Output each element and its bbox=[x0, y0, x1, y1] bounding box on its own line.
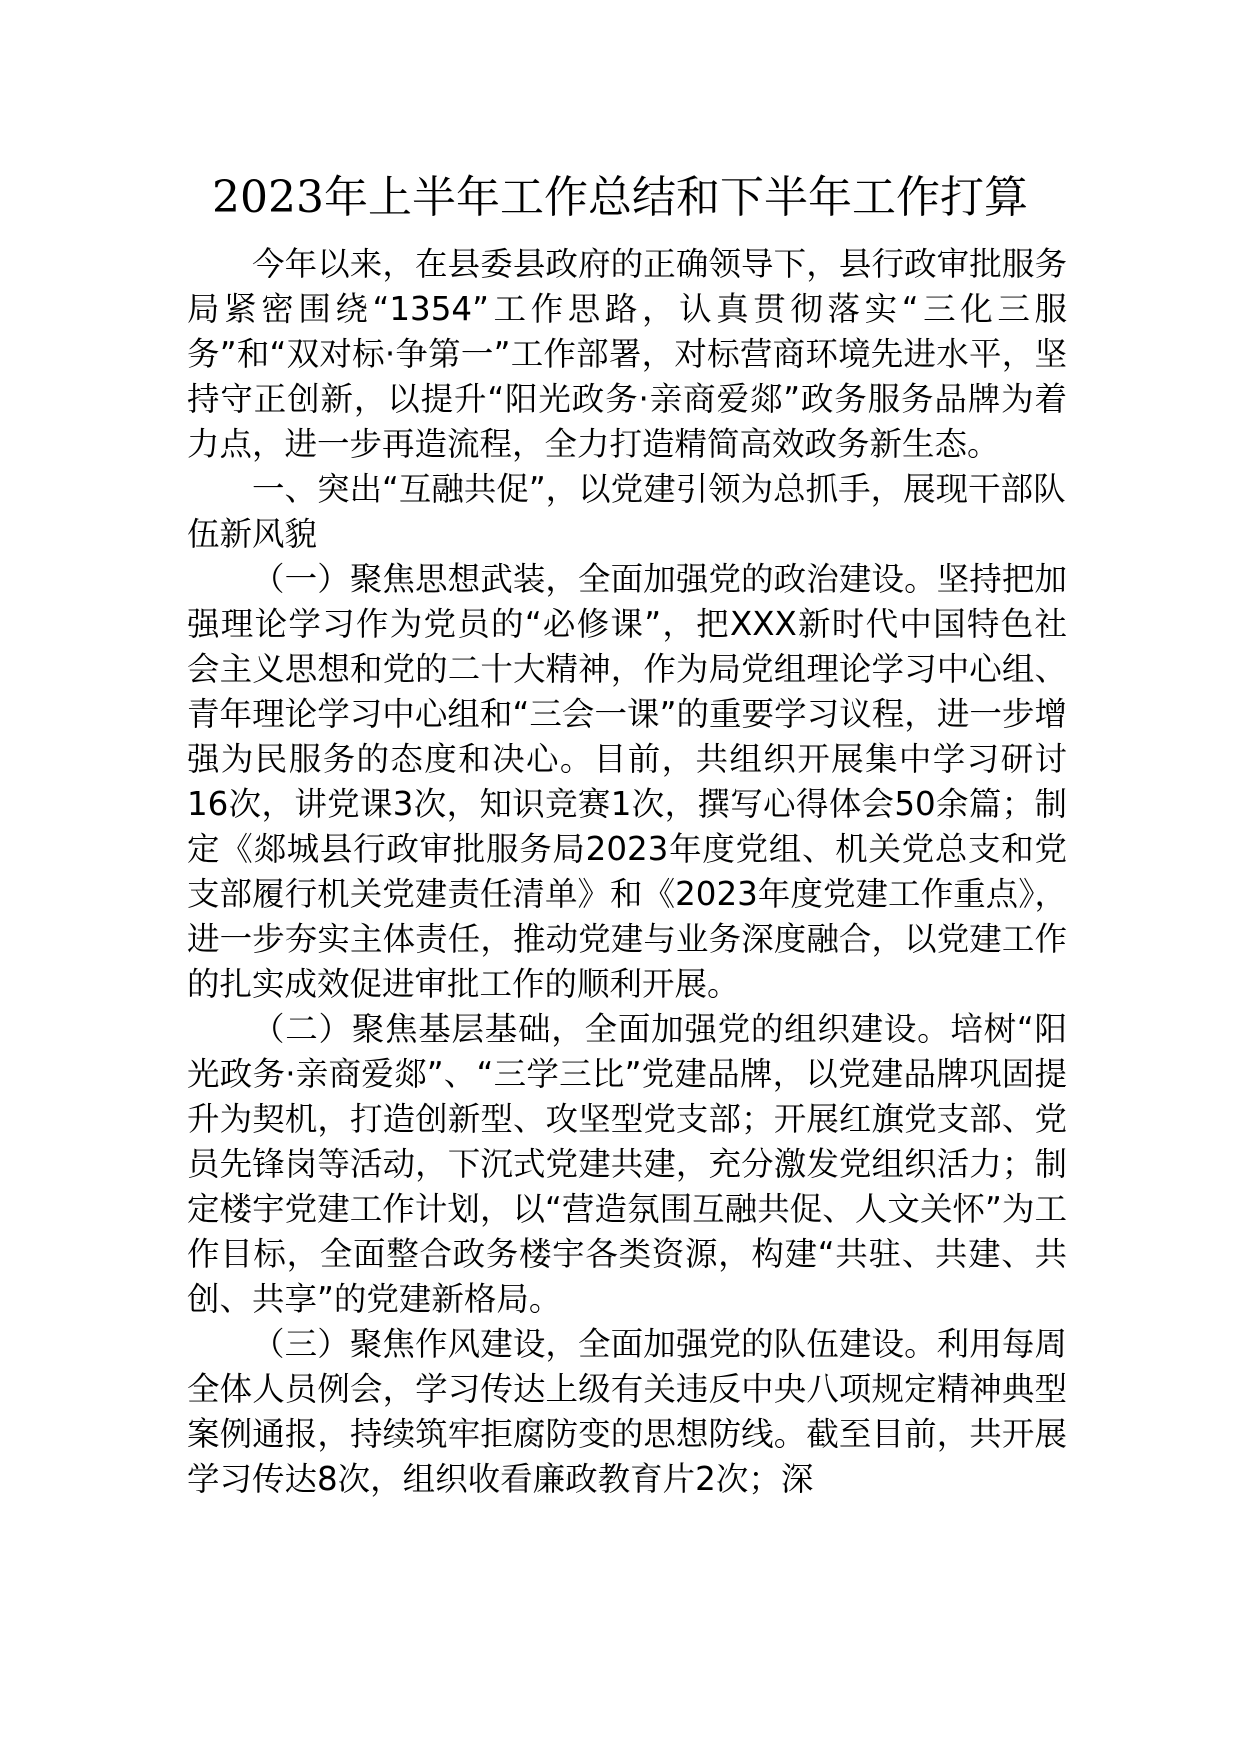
section-heading-1: 一、突出“互融共促”，以党建引领为总抓手，展现干部队伍新风貌 bbox=[187, 470, 1066, 553]
document-body bbox=[187, 242, 1067, 1502]
document-title: 2023年上半年工作总结和下半年工作打算 bbox=[212, 172, 1028, 223]
subsection-paragraph-1: （一）聚焦思想武装，全面加强党的政治建设。坚持把加强理论学习作为党员的“必修课”，把XXX新时代中国特色社会主义思想和党的二十大精神，作为局党组理论学习中心组、青年理论学习中心组和“三会一课”的重要学习议程，进一步增强为民服务的态度和决心。目前，共组织开展集中学习研讨16次，讲党课3次，知识竞赛1次，撰写心得体会50余篇；制定《郯城县行政审批服务局2023年度党组、机关党总支和党支部履行机关党建责任清单》和《2023年度党建工作重点》，进一步夯实主体责任，推动党建与业务深度融合，以党建工作的扎实成效促进审批工作的顺利开展。 bbox=[187, 560, 1067, 1003]
subsection-paragraph-2: （二）聚焦基层基础，全面加强党的组织建设。培树“阳光政务·亲商爱郯”、“三学三比”党建品牌，以党建品牌巩固提升为契机，打造创新型、攻坚型党支部；开展红旗党支部、党员先锋岗等活动，下沉式党建共建，充分激发党组织活力；制定楼宇党建工作计划，以“营造氛围互融共促、人文关怀”为工作目标，全面整合政务楼宇各类资源，构建“共驻、共建、共创、共享”的党建新格局。 bbox=[187, 1010, 1067, 1318]
intro-paragraph: 今年以来，在县委县政府的正确领导下，县行政审批服务局紧密围绕“1354”工作思路，认真贯彻落实“三化三服务”和“双对标·争第一”工作部署，对标营商环境先进水平，坚持守正创新，以提升“阳光政务·亲商爱郯”政务服务品牌为着力点，进一步再造流程，全力打造精简高效政务新生态。 bbox=[187, 245, 1067, 463]
subsection-paragraph-3: （三）聚焦作风建设，全面加强党的队伍建设。利用每周全体人员例会，学习传达上级有关违反中央八项规定精神典型案例通报，持续筑牢拒腐防变的思想防线。截至目前，共开展学习传达8次，组织收看廉政教育片2次；深 bbox=[187, 1325, 1067, 1498]
